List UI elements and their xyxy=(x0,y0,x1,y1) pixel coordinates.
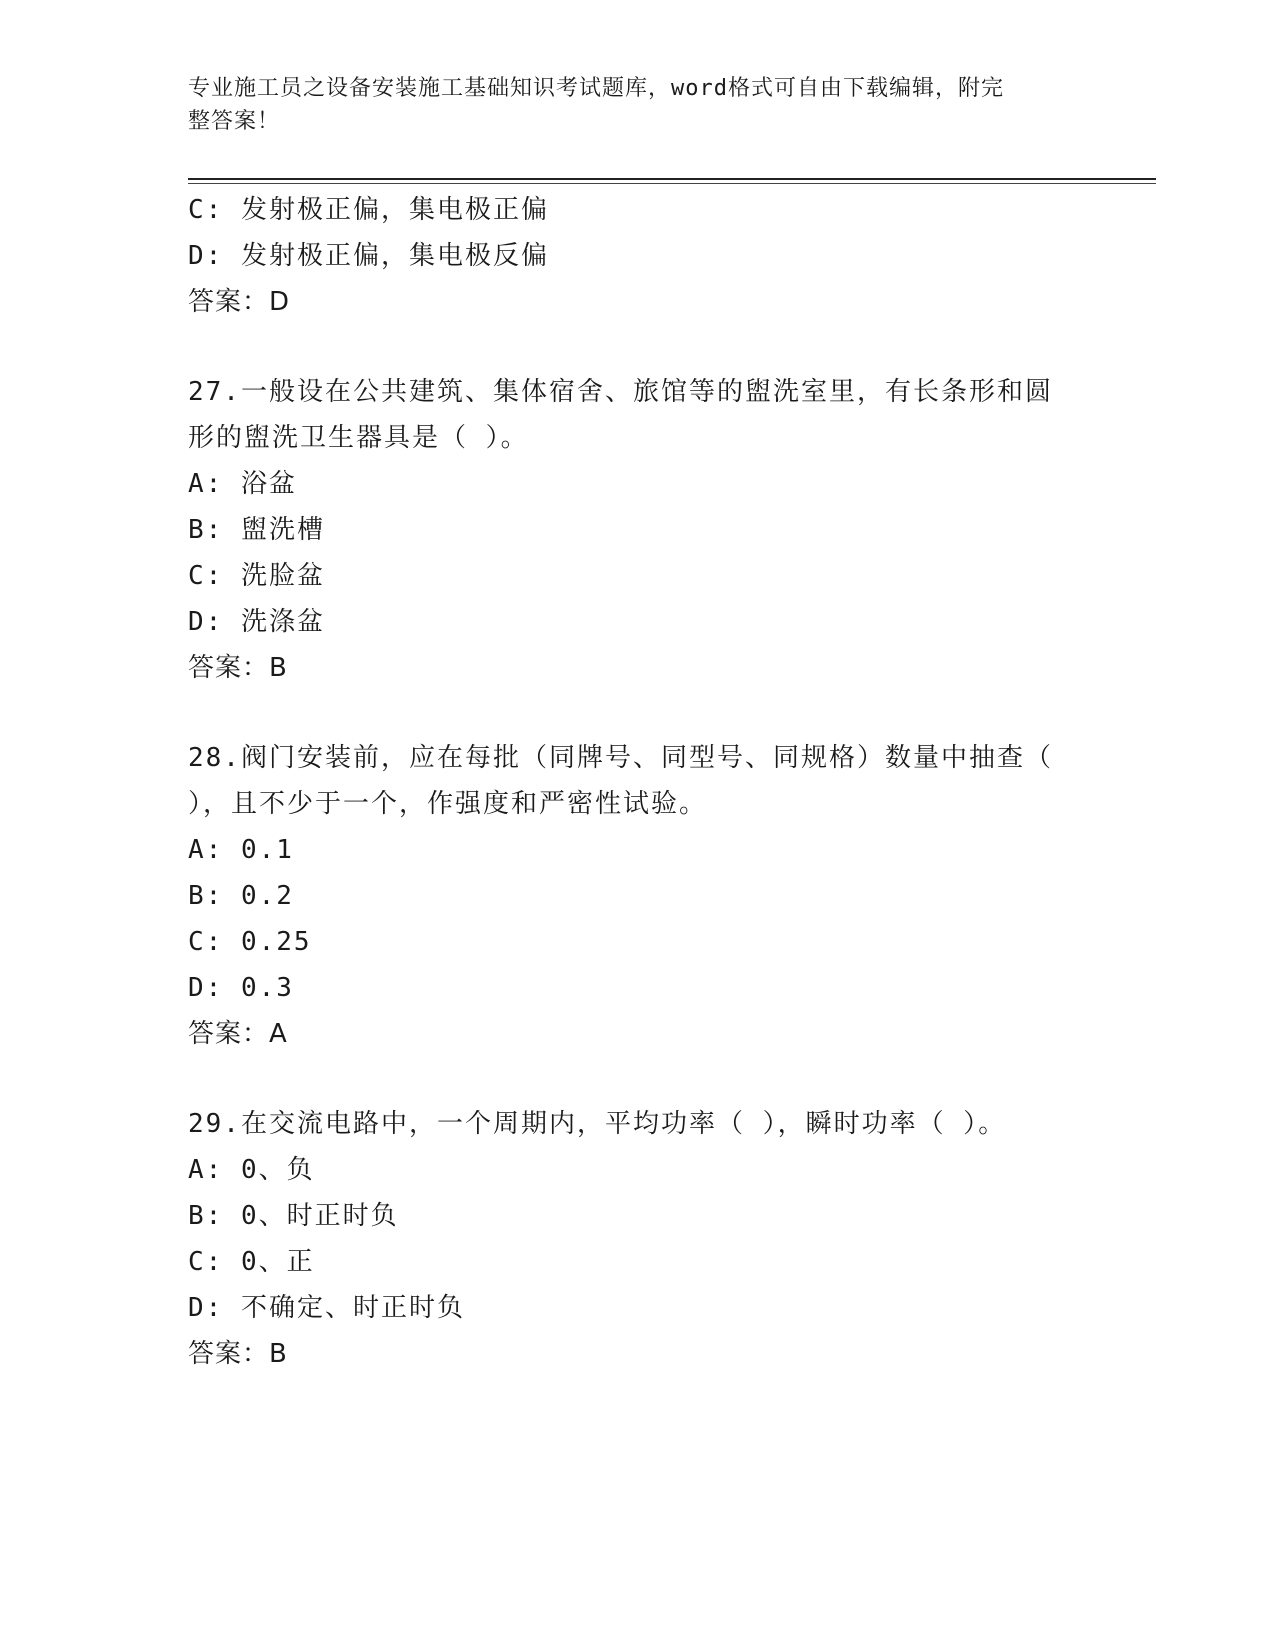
option-line xyxy=(188,553,1088,599)
option-letter: C: xyxy=(188,1247,224,1277)
header-divider-thin xyxy=(188,183,1156,184)
question-28 xyxy=(188,735,1088,1057)
option-letter: B: xyxy=(188,515,224,545)
question-text: 28.阀门安装前，应在每批（同牌号、同型号、同规格）数量中抽查（ ），且不少于一个，作强度和严密性试验。 xyxy=(188,743,1053,819)
option-line xyxy=(188,1147,1088,1193)
option-line xyxy=(188,187,1088,233)
previous-question xyxy=(188,187,1088,325)
option-text: 0.25 xyxy=(240,927,312,957)
option-line xyxy=(188,507,1088,553)
option-text: 0、时正时负 xyxy=(240,1201,399,1231)
option-line xyxy=(188,233,1088,279)
answer-line: 答案：A xyxy=(188,1019,288,1049)
header-line-2: 整答案！ xyxy=(188,109,281,134)
option-text: 洗脸盆 xyxy=(240,561,325,591)
question-27 xyxy=(188,369,1088,691)
option-letter: D: xyxy=(188,973,224,1003)
option-text: 浴盆 xyxy=(240,469,297,499)
question-text: 27.一般设在公共建筑、集体宿舍、旅馆等的盥洗室里，有长条形和圆形的盥洗卫生器具是（ ）。 xyxy=(188,377,1053,453)
option-line xyxy=(188,599,1088,645)
option-text: 0、负 xyxy=(240,1155,315,1185)
option-line xyxy=(188,873,1088,919)
option-text: 0.3 xyxy=(240,973,294,1003)
header-divider-thick xyxy=(188,178,1156,180)
option-text: 发射极正偏，集电极反偏 xyxy=(240,241,549,271)
option-letter: B: xyxy=(188,881,224,911)
option-text: 不确定、时正时负 xyxy=(240,1293,465,1323)
option-letter: D: xyxy=(188,1293,224,1323)
option-letter: D: xyxy=(188,607,224,637)
option-line xyxy=(188,919,1088,965)
option-letter: A: xyxy=(188,469,224,499)
option-letter: D: xyxy=(188,241,224,271)
option-text: 盥洗槽 xyxy=(240,515,325,545)
option-line xyxy=(188,827,1088,873)
option-text: 洗涤盆 xyxy=(240,607,325,637)
option-text: 发射极正偏，集电极正偏 xyxy=(240,195,549,225)
answer-line: 答案：B xyxy=(188,653,288,683)
option-letter: A: xyxy=(188,835,224,865)
option-text: 0、正 xyxy=(240,1247,315,1277)
option-letter: A: xyxy=(188,1155,224,1185)
option-line xyxy=(188,1239,1088,1285)
option-letter: B: xyxy=(188,1201,224,1231)
option-text: 0.2 xyxy=(240,881,294,911)
question-text: 29.在交流电路中，一个周期内，平均功率（ ），瞬时功率（ ）。 xyxy=(188,1109,1007,1139)
option-line xyxy=(188,965,1088,1011)
answer-line: 答案：B xyxy=(188,1339,288,1369)
question-29 xyxy=(188,1101,1088,1377)
answer-line: 答案：D xyxy=(188,287,291,317)
option-letter: C: xyxy=(188,561,224,591)
question-list xyxy=(188,187,1088,1377)
option-text: 0.1 xyxy=(240,835,294,865)
option-line xyxy=(188,461,1088,507)
header-line-1: 专业施工员之设备安装施工基础知识考试题库，word格式可自由下载编辑，附完 xyxy=(188,76,1004,101)
option-letter: C: xyxy=(188,195,224,225)
option-letter: C: xyxy=(188,927,224,957)
page-header xyxy=(188,72,1068,138)
option-line xyxy=(188,1285,1088,1331)
option-line xyxy=(188,1193,1088,1239)
